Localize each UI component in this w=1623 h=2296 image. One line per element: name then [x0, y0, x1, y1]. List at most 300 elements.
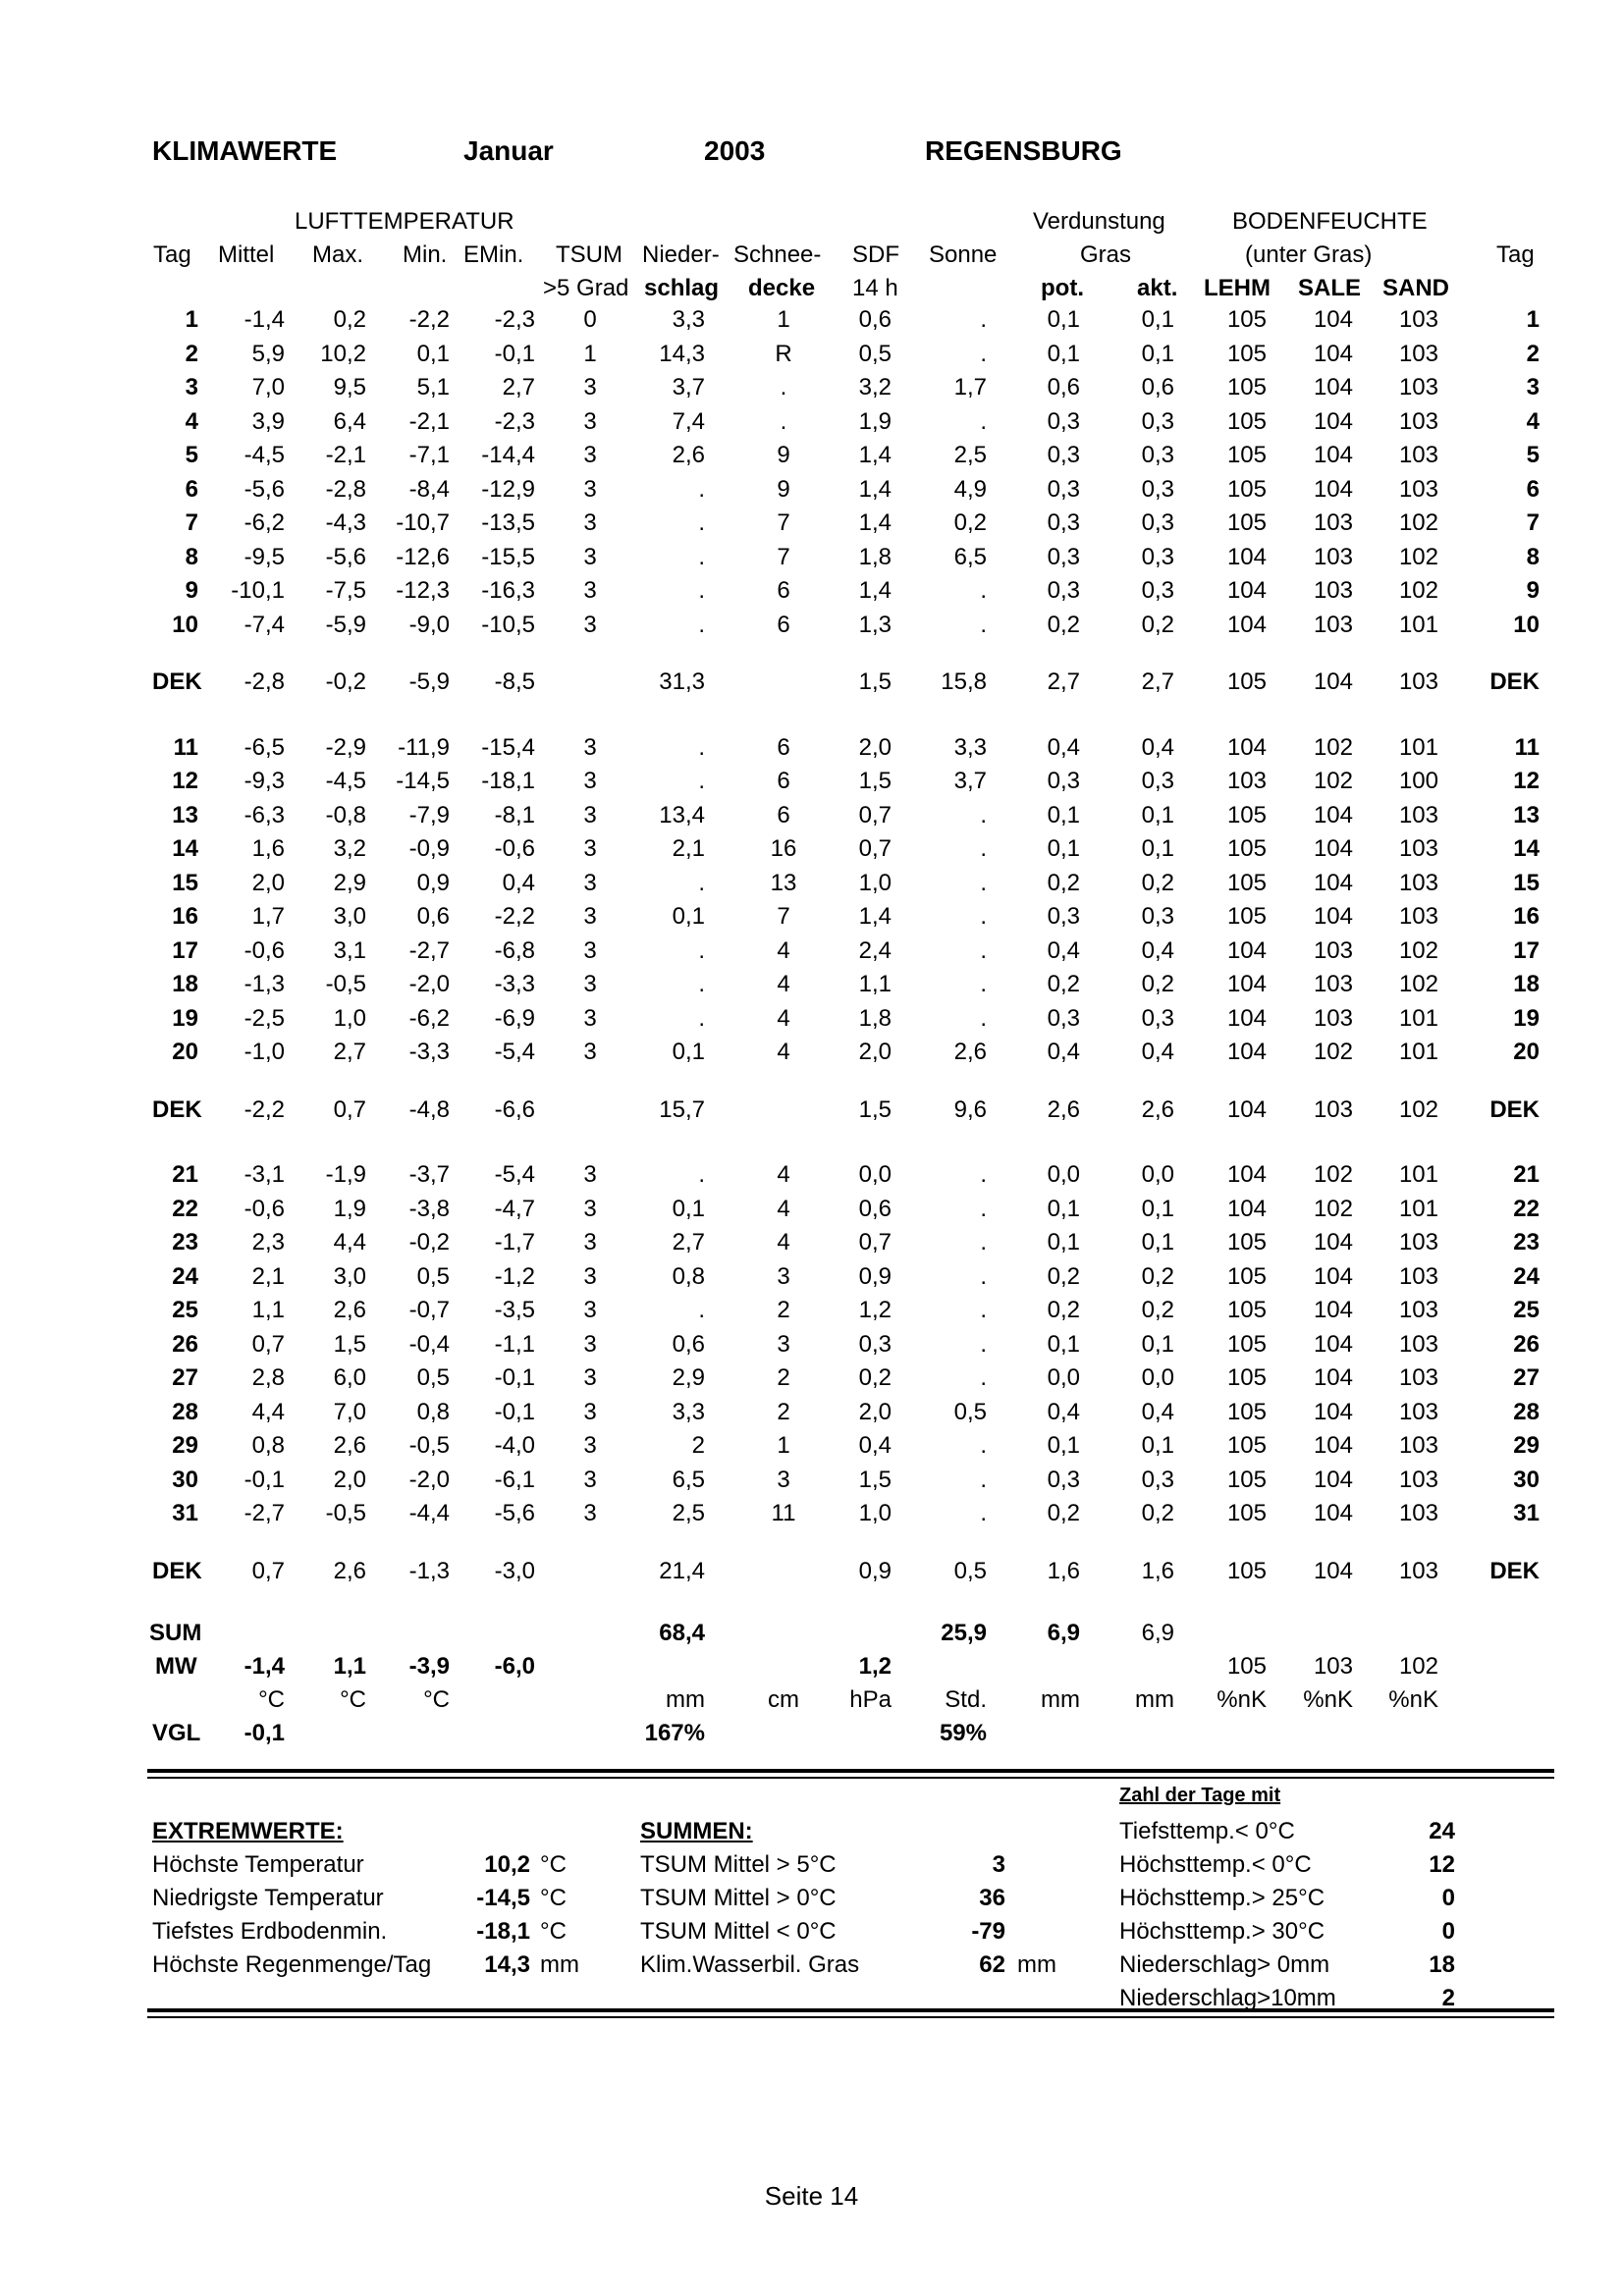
table-cell: 104: [1313, 903, 1353, 930]
table-cell: 103: [1398, 1263, 1438, 1290]
table-cell: 102: [1398, 1096, 1438, 1123]
table-cell: -16,3: [481, 577, 535, 604]
table-cell: 105: [1226, 1558, 1267, 1584]
table-cell: 103: [1313, 577, 1353, 604]
table-cell: 103: [1398, 1500, 1438, 1526]
table-cell: 0,4: [1047, 734, 1080, 761]
table-cell: -9,0: [408, 612, 450, 638]
table-cell: 16: [1513, 903, 1540, 930]
table-cell: 103: [1313, 1005, 1353, 1032]
table-cell: -2,5: [243, 1005, 285, 1032]
table-cell: 1,3: [858, 612, 892, 638]
table-cell: 25: [172, 1297, 198, 1323]
table-cell: -8,4: [408, 476, 450, 503]
table-cell: -6,9: [494, 1005, 535, 1032]
table-cell: 2,0: [858, 734, 892, 761]
table-cell: 105: [1226, 1263, 1267, 1290]
decade-row: [0, 668, 1623, 702]
header-tsum: TSUM: [556, 241, 622, 268]
table-cell: 104: [1313, 408, 1353, 435]
table-cell: -9,3: [243, 768, 285, 794]
table-cell: 0,1: [1047, 341, 1080, 367]
table-cell: 0,5: [953, 1558, 987, 1584]
table-cell: 0,3: [1141, 577, 1174, 604]
table-cell: 104: [1226, 1005, 1267, 1032]
decade-row: [0, 1096, 1623, 1130]
table-cell: 104: [1313, 1467, 1353, 1493]
table-cell: 11: [771, 1500, 796, 1526]
table-cell: 3: [583, 612, 597, 638]
table-cell: %nK: [1217, 1686, 1267, 1713]
table-cell: 105: [1226, 1331, 1267, 1358]
table-cell: -0,6: [243, 937, 285, 964]
table-cell: DEK: [1489, 1096, 1540, 1123]
table-cell: 0,9: [416, 870, 450, 896]
table-cell: 6: [777, 734, 790, 761]
table-cell: 3: [583, 442, 597, 468]
table-cell: -4,5: [243, 442, 285, 468]
table-cell: 0,3: [1141, 509, 1174, 536]
table-cell: 10,2: [320, 341, 366, 367]
table-cell: 0,1: [1047, 1196, 1080, 1222]
table-cell: 0,1: [1141, 1432, 1174, 1459]
table-cell: 0,3: [1047, 903, 1080, 930]
table-cell: 104: [1226, 937, 1267, 964]
table-cell: 103: [1398, 668, 1438, 695]
table-cell: .: [980, 1467, 987, 1493]
table-cell: 3: [1526, 374, 1540, 400]
table-cell: 1,0: [858, 1500, 892, 1526]
table-cell: 104: [1226, 544, 1267, 570]
table-cell: 104: [1226, 1039, 1267, 1065]
table-cell: 103: [1398, 341, 1438, 367]
table-cell: 105: [1226, 1229, 1267, 1255]
table-cell: 11: [173, 734, 198, 761]
table-cell: 0,2: [1141, 1297, 1174, 1323]
page-title: [152, 135, 1527, 175]
table-cell: 7,0: [333, 1399, 366, 1425]
table-cell: -5,6: [243, 476, 285, 503]
table-cell: 2,5: [953, 442, 987, 468]
table-cell: 2,8: [251, 1364, 285, 1391]
table-cell: 2,7: [333, 1039, 366, 1065]
table-row: [0, 802, 1623, 835]
table-cell: -2,3: [494, 408, 535, 435]
table-cell: 0,1: [672, 903, 705, 930]
table-row: [0, 1263, 1623, 1297]
header-pot: pot.: [1041, 275, 1084, 301]
table-cell: 101: [1398, 612, 1438, 638]
table-cell: -3,9: [408, 1653, 450, 1680]
table-cell: .: [980, 870, 987, 896]
table-cell: 0,2: [953, 509, 987, 536]
table-cell: 0,1: [1047, 802, 1080, 828]
extreme-value: -18,1: [476, 1918, 530, 1945]
table-cell: 2,1: [672, 835, 705, 862]
table-cell: 103: [1398, 802, 1438, 828]
table-row: [0, 937, 1623, 971]
table-cell: 0,2: [1047, 612, 1080, 638]
table-cell: -2,0: [408, 1467, 450, 1493]
table-cell: -9,5: [243, 544, 285, 570]
table-cell: 7: [1526, 509, 1540, 536]
table-cell: 15,8: [941, 668, 987, 695]
table-cell: 4: [777, 971, 790, 997]
table-cell: 101: [1398, 1005, 1438, 1032]
table-cell: 103: [1398, 835, 1438, 862]
extreme-label: Niedrigste Temperatur: [152, 1885, 384, 1911]
table-cell: 3: [583, 1331, 597, 1358]
table-cell: -0,2: [408, 1229, 450, 1255]
table-cell: 1,4: [858, 476, 892, 503]
table-cell: 21: [172, 1161, 198, 1188]
table-cell: 2,6: [1047, 1096, 1080, 1123]
table-row: [0, 971, 1623, 1004]
table-row: [0, 1196, 1623, 1229]
table-cell: .: [980, 802, 987, 828]
table-cell: -0,1: [494, 341, 535, 367]
tage-label: Niederschlag> 0mm: [1119, 1951, 1330, 1978]
table-cell: 104: [1226, 612, 1267, 638]
table-cell: -5,4: [494, 1039, 535, 1065]
table-cell: -6,1: [494, 1467, 535, 1493]
table-cell: .: [980, 1364, 987, 1391]
table-cell: %nK: [1303, 1686, 1353, 1713]
table-cell: 0,6: [858, 306, 892, 333]
table-cell: 105: [1226, 903, 1267, 930]
table-cell: .: [698, 1005, 705, 1032]
table-row: [0, 1467, 1623, 1500]
table-cell: 2,0: [251, 870, 285, 896]
table-cell: 0,3: [1141, 442, 1174, 468]
table-cell: .: [698, 577, 705, 604]
table-cell: 103: [1398, 306, 1438, 333]
table-row: [0, 544, 1623, 577]
table-cell: 0,3: [1047, 544, 1080, 570]
table-cell: -6,5: [243, 734, 285, 761]
table-cell: 0,0: [1141, 1364, 1174, 1391]
table-cell: -6,8: [494, 937, 535, 964]
table-cell: 0,8: [672, 1263, 705, 1290]
header-tag: Tag: [153, 241, 191, 268]
table-cell: 0,1: [1047, 835, 1080, 862]
table-cell: 21,4: [659, 1558, 705, 1584]
table-cell: -12,3: [396, 577, 450, 604]
table-row: [0, 509, 1623, 543]
table-cell: 104: [1313, 1399, 1353, 1425]
table-cell: .: [980, 1229, 987, 1255]
table-cell: 2,0: [333, 1467, 366, 1493]
table-cell: 6,9: [1047, 1620, 1080, 1646]
table-cell: 3: [583, 971, 597, 997]
table-cell: 104: [1226, 971, 1267, 997]
table-cell: 101: [1398, 1161, 1438, 1188]
table-cell: 29: [172, 1432, 198, 1459]
table-cell: 167%: [644, 1720, 705, 1746]
table-cell: 103: [1226, 768, 1267, 794]
table-row: [0, 577, 1623, 611]
table-cell: 102: [1398, 971, 1438, 997]
table-cell: 0,7: [251, 1558, 285, 1584]
table-cell: .: [980, 306, 987, 333]
table-cell: 105: [1226, 509, 1267, 536]
table-cell: -7,1: [408, 442, 450, 468]
table-cell: .: [980, 1500, 987, 1526]
table-cell: -3,1: [243, 1161, 285, 1188]
tage-value: 0: [1441, 1918, 1455, 1945]
table-cell: 9: [1526, 577, 1540, 604]
table-cell: -1,4: [243, 306, 285, 333]
table-cell: 4: [185, 408, 198, 435]
table-cell: 23: [1513, 1229, 1540, 1255]
table-cell: 2,5: [672, 1500, 705, 1526]
table-cell: 8: [1526, 544, 1540, 570]
table-cell: .: [698, 1297, 705, 1323]
table-cell: 26: [172, 1331, 198, 1358]
summen-label: TSUM Mittel > 0°C: [640, 1885, 837, 1911]
table-cell: 0,3: [1047, 476, 1080, 503]
table-cell: 3: [583, 835, 597, 862]
table-cell: -2,8: [325, 476, 366, 503]
table-cell: 2,6: [333, 1558, 366, 1584]
table-cell: 9,5: [333, 374, 366, 400]
table-cell: 103: [1313, 1653, 1353, 1680]
table-cell: 0,2: [1141, 870, 1174, 896]
table-cell: 0,3: [1141, 544, 1174, 570]
tage-label: Tiefsttemp.< 0°C: [1119, 1818, 1295, 1844]
decade-row: [0, 1558, 1623, 1591]
table-cell: 1,0: [333, 1005, 366, 1032]
table-cell: cm: [768, 1686, 799, 1713]
table-cell: 0,1: [1047, 1229, 1080, 1255]
table-cell: .: [780, 408, 787, 435]
table-cell: 104: [1313, 668, 1353, 695]
table-cell: 18: [172, 971, 198, 997]
table-cell: 22: [1513, 1196, 1540, 1222]
table-cell: 103: [1313, 544, 1353, 570]
table-cell: 104: [1226, 734, 1267, 761]
table-cell: -2,7: [243, 1500, 285, 1526]
table-cell: 0,2: [1141, 971, 1174, 997]
table-cell: 6: [185, 476, 198, 503]
separator-bottom: [147, 2008, 1554, 2018]
table-cell: 6,4: [333, 408, 366, 435]
header-sale: SALE: [1298, 275, 1362, 301]
table-cell: 0,3: [1141, 768, 1174, 794]
summen-value: 36: [979, 1885, 1005, 1911]
table-cell: -1,1: [494, 1331, 535, 1358]
table-cell: 103: [1398, 903, 1438, 930]
table-cell: 1,4: [858, 442, 892, 468]
table-cell: 4: [777, 1005, 790, 1032]
header-emin: EMin.: [463, 241, 524, 268]
table-cell: -1,3: [408, 1558, 450, 1584]
extreme-unit: mm: [540, 1951, 579, 1978]
table-cell: 0,2: [1047, 1263, 1080, 1290]
table-cell: .: [780, 374, 787, 400]
table-cell: 6,0: [333, 1364, 366, 1391]
table-cell: 103: [1313, 971, 1353, 997]
table-cell: 103: [1398, 1364, 1438, 1391]
table-cell: 0,1: [1047, 1432, 1080, 1459]
extreme-title: EXTREMWERTE:: [152, 1818, 344, 1844]
table-cell: Std.: [945, 1686, 987, 1713]
table-cell: 6: [777, 577, 790, 604]
table-cell: 105: [1226, 408, 1267, 435]
table-cell: -0,1: [494, 1399, 535, 1425]
table-cell: -1,4: [243, 1653, 285, 1680]
table-cell: 9: [777, 442, 790, 468]
table-cell: 0,0: [1047, 1364, 1080, 1391]
summen-label: Klim.Wasserbil. Gras: [640, 1951, 860, 1978]
table-cell: 3,2: [333, 835, 366, 862]
table-cell: 2,0: [858, 1399, 892, 1425]
table-cell: -10,1: [231, 577, 285, 604]
table-cell: .: [980, 408, 987, 435]
table-cell: 1: [777, 306, 790, 333]
table-cell: SUM: [149, 1620, 202, 1646]
table-row: [0, 1500, 1623, 1533]
table-cell: 103: [1398, 1331, 1438, 1358]
table-cell: 28: [172, 1399, 198, 1425]
header-nieder: Nieder-: [642, 241, 720, 268]
table-cell: 103: [1398, 1229, 1438, 1255]
table-cell: 24: [172, 1263, 198, 1290]
table-cell: 29: [1513, 1432, 1540, 1459]
table-cell: 1,8: [858, 1005, 892, 1032]
table-cell: .: [980, 1432, 987, 1459]
table-cell: 0,1: [1141, 802, 1174, 828]
table-cell: 4: [1526, 408, 1540, 435]
title-year: 2003: [704, 135, 766, 166]
table-row: [0, 476, 1623, 509]
table-cell: 3: [583, 1263, 597, 1290]
table-cell: MW: [155, 1653, 197, 1680]
table-cell: 1,4: [858, 577, 892, 604]
table-cell: 0,3: [1047, 442, 1080, 468]
table-cell: -12,9: [481, 476, 535, 503]
table-cell: 3: [583, 903, 597, 930]
table-cell: 105: [1226, 802, 1267, 828]
table-cell: -0,5: [325, 971, 366, 997]
table-cell: .: [980, 971, 987, 997]
table-cell: 2,9: [333, 870, 366, 896]
table-cell: -0,1: [494, 1364, 535, 1391]
table-cell: 0,6: [1141, 374, 1174, 400]
table-cell: .: [980, 1331, 987, 1358]
table-cell: -0,6: [243, 1196, 285, 1222]
table-cell: 105: [1226, 1364, 1267, 1391]
table-cell: 100: [1398, 768, 1438, 794]
table-row: [0, 1364, 1623, 1398]
table-cell: 8: [185, 544, 198, 570]
table-cell: 0,6: [1047, 374, 1080, 400]
table-row: [0, 612, 1623, 645]
table-row: [0, 408, 1623, 442]
table-cell: °C: [423, 1686, 450, 1713]
table-row: [0, 903, 1623, 936]
table-cell: 5,9: [251, 341, 285, 367]
table-cell: 103: [1313, 937, 1353, 964]
table-cell: 103: [1398, 374, 1438, 400]
table-cell: -3,8: [408, 1196, 450, 1222]
table-cell: 3,3: [953, 734, 987, 761]
table-cell: 1,4: [858, 903, 892, 930]
table-row: [0, 1005, 1623, 1039]
table-cell: .: [698, 937, 705, 964]
table-cell: 6,9: [1141, 1620, 1174, 1646]
table-cell: 1,1: [251, 1297, 285, 1323]
table-cell: 0,3: [1047, 577, 1080, 604]
table-cell: 19: [1513, 1005, 1540, 1032]
table-cell: .: [698, 612, 705, 638]
table-cell: 0,3: [1047, 1467, 1080, 1493]
table-cell: 0,7: [251, 1331, 285, 1358]
table-cell: 14,3: [659, 341, 705, 367]
table-cell: 1,0: [858, 870, 892, 896]
table-cell: 1,2: [858, 1297, 892, 1323]
header-lufttemperatur: LUFTTEMPERATUR: [295, 208, 514, 235]
table-cell: .: [698, 768, 705, 794]
table-cell: 1,1: [333, 1653, 366, 1680]
table-cell: .: [980, 903, 987, 930]
table-cell: -0,4: [408, 1331, 450, 1358]
table-cell: 0,4: [858, 1432, 892, 1459]
table-cell: 0,4: [1141, 734, 1174, 761]
table-cell: -3,3: [408, 1039, 450, 1065]
table-cell: 2,9: [672, 1364, 705, 1391]
table-cell: 0,9: [858, 1558, 892, 1584]
extreme-value: -14,5: [476, 1885, 530, 1911]
table-cell: 1: [185, 306, 198, 333]
table-cell: -6,2: [243, 509, 285, 536]
table-cell: 104: [1313, 1364, 1353, 1391]
table-cell: -7,9: [408, 802, 450, 828]
table-cell: 15: [1513, 870, 1540, 896]
table-cell: -2,7: [408, 937, 450, 964]
table-cell: 102: [1313, 1161, 1353, 1188]
table-cell: 2,6: [953, 1039, 987, 1065]
table-cell: 1,5: [858, 668, 892, 695]
table-cell: 10: [1513, 612, 1540, 638]
header-min: Min.: [403, 241, 448, 268]
header-tag-right: Tag: [1496, 241, 1535, 268]
table-cell: 3: [583, 374, 597, 400]
table-cell: -5,6: [494, 1500, 535, 1526]
table-cell: -0,5: [408, 1432, 450, 1459]
table-cell: -1,9: [325, 1161, 366, 1188]
table-cell: 9: [185, 577, 198, 604]
table-cell: °C: [340, 1686, 366, 1713]
table-cell: 11: [1514, 734, 1540, 761]
title-month: Januar: [463, 135, 554, 166]
header-14h: 14 h: [852, 275, 898, 301]
table-cell: 0,4: [1047, 937, 1080, 964]
table-cell: 3: [777, 1263, 790, 1290]
table-cell: 1,5: [333, 1331, 366, 1358]
table-cell: 101: [1398, 734, 1438, 761]
table-cell: 1,5: [858, 1467, 892, 1493]
header-grad5: >5 Grad: [543, 275, 629, 301]
table-cell: 103: [1398, 1467, 1438, 1493]
table-cell: 6,5: [672, 1467, 705, 1493]
table-row: [0, 341, 1623, 374]
table-cell: .: [980, 937, 987, 964]
table-cell: 102: [1313, 1196, 1353, 1222]
table-cell: .: [698, 971, 705, 997]
table-cell: 1,7: [251, 903, 285, 930]
table-cell: 15,7: [659, 1096, 705, 1123]
